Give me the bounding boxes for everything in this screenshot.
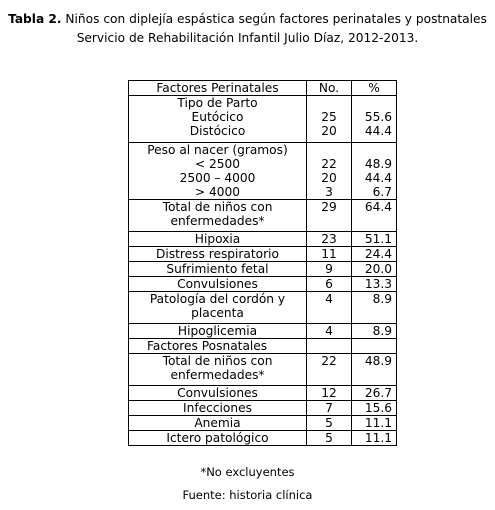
row-name: Distress respiratorio xyxy=(129,247,307,262)
peso-pct xyxy=(352,143,397,200)
table-row xyxy=(129,431,397,446)
row-name: Infecciones xyxy=(129,401,307,416)
table-row xyxy=(129,324,397,339)
caption-subtitle: Servicio de Rehabilitación Infantil Julio Díaz, 2012-2013. xyxy=(76,31,419,45)
peso-label: Peso al nacer (gramos) xyxy=(147,143,288,157)
header-row xyxy=(129,81,397,96)
caption-title: Niños con diplejía espástica según factores perinatales y postnatales xyxy=(61,12,487,26)
table-row xyxy=(129,143,397,200)
row-pct: 24.4 xyxy=(352,247,397,262)
row-name: Convulsiones xyxy=(129,386,307,401)
row-pct: 20.0 xyxy=(352,262,397,277)
tipo-parto-pct xyxy=(352,96,397,143)
table-row xyxy=(129,277,397,292)
peso-no-value: 3 xyxy=(325,185,333,199)
posnatal-header: Factores Posnatales xyxy=(129,339,307,354)
empty-cell xyxy=(307,339,352,354)
empty-cell xyxy=(352,339,397,354)
peso-no xyxy=(307,143,352,200)
source-note: Fuente: historia clínica xyxy=(182,488,313,502)
row-pct: 11.1 xyxy=(352,431,397,446)
row-pct: 51.1 xyxy=(352,232,397,247)
footnote: *No excluyentes xyxy=(200,465,295,479)
total-perinatal-no: 29 xyxy=(307,200,352,232)
row-no: 5 xyxy=(307,431,352,446)
row-pct: 8.9 xyxy=(352,292,397,324)
row-pct: 11.1 xyxy=(352,416,397,431)
table-notes xyxy=(0,461,495,507)
row-no: 12 xyxy=(307,386,352,401)
tipo-parto-no-value: 20 xyxy=(321,124,337,138)
tipo-parto-pct-value: 44.4 xyxy=(364,124,392,138)
table-row xyxy=(129,416,397,431)
row-name: Anemia xyxy=(129,416,307,431)
tipo-parto-pct-value: 55.6 xyxy=(364,110,392,124)
data-table xyxy=(128,80,397,446)
row-name: Patología del cordón y placenta xyxy=(129,292,307,324)
peso-no-value: 22 xyxy=(321,157,337,171)
row-name: Sufrimiento fetal xyxy=(129,262,307,277)
table-row xyxy=(129,401,397,416)
tipo-parto-no-value: 25 xyxy=(321,110,337,124)
row-name: Ictero patológico xyxy=(129,431,307,446)
peso-pct-value: 48.9 xyxy=(364,157,392,171)
row-name: Convulsiones xyxy=(129,277,307,292)
peso-pct-value: 6.7 xyxy=(372,185,392,199)
row-no: 6 xyxy=(307,277,352,292)
table-row xyxy=(129,262,397,277)
table-row xyxy=(129,354,397,386)
peso-pct-value: 44.4 xyxy=(364,171,392,185)
tipo-parto-no xyxy=(307,96,352,143)
peso-item: > 4000 xyxy=(194,185,241,199)
row-no: 7 xyxy=(307,401,352,416)
row-no: 11 xyxy=(307,247,352,262)
table-row xyxy=(129,247,397,262)
row-pct: 8.9 xyxy=(352,324,397,339)
row-no: 23 xyxy=(307,232,352,247)
row-no: 9 xyxy=(307,262,352,277)
total-perinatal-pct: 64.4 xyxy=(352,200,397,232)
header-factor: Factores Perinatales xyxy=(129,81,307,96)
total-posnatal-no: 22 xyxy=(307,354,352,386)
header-pct: % xyxy=(352,81,397,96)
table-row xyxy=(129,386,397,401)
peso-cell xyxy=(129,143,307,200)
table-row xyxy=(129,232,397,247)
row-no: 4 xyxy=(307,324,352,339)
header-no: No. xyxy=(307,81,352,96)
posnatal-header-row xyxy=(129,339,397,354)
peso-item: 2500 – 4000 xyxy=(179,171,256,185)
total-perinatal-name: Total de niños con enfermedades* xyxy=(129,200,307,232)
table-row xyxy=(129,200,397,232)
row-no: 5 xyxy=(307,416,352,431)
row-pct: 13.3 xyxy=(352,277,397,292)
table-caption xyxy=(0,10,495,48)
tipo-parto-cell xyxy=(129,96,307,143)
total-posnatal-name: Total de niños con enfermedades* xyxy=(129,354,307,386)
row-pct: 26.7 xyxy=(352,386,397,401)
row-no: 4 xyxy=(307,292,352,324)
row-name: Hipoglicemia xyxy=(129,324,307,339)
caption-label: Tabla 2. xyxy=(8,12,62,26)
tipo-parto-item: Eutócico xyxy=(191,110,244,124)
tipo-parto-label: Tipo de Parto xyxy=(177,96,258,110)
table-row xyxy=(129,96,397,143)
table-row xyxy=(129,292,397,324)
peso-no-value: 20 xyxy=(321,171,337,185)
row-name: Hipoxia xyxy=(129,232,307,247)
peso-item: < 2500 xyxy=(194,157,241,171)
tipo-parto-item: Distócico xyxy=(189,124,246,138)
total-posnatal-pct: 48.9 xyxy=(352,354,397,386)
row-pct: 15.6 xyxy=(352,401,397,416)
